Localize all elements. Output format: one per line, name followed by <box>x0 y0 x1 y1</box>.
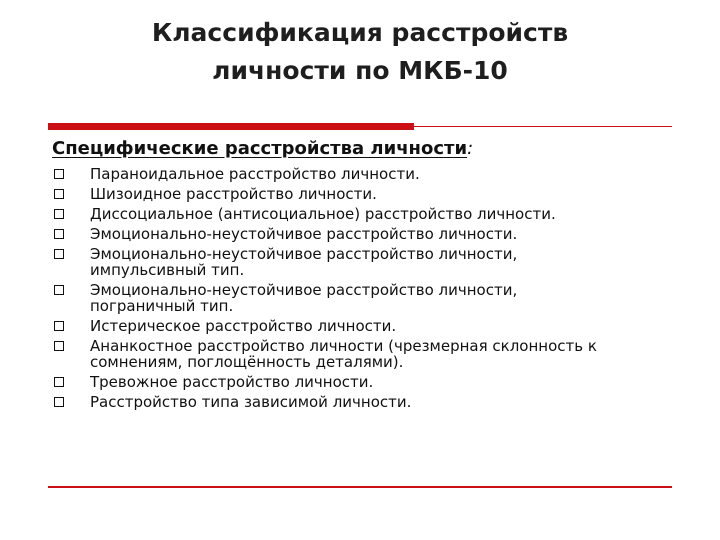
list-item <box>52 226 672 242</box>
list-item-text: Ананкостное расстройство личности (чрезмерная склонность к <box>90 337 597 355</box>
disorder-list <box>52 166 672 414</box>
list-item <box>52 282 672 314</box>
square-bullet-icon <box>54 229 64 239</box>
list-item-text: Эмоционально-неустойчивое расстройство личности, <box>90 281 518 299</box>
list-item-text: Диссоциальное (антисоциальное) расстройство личности. <box>90 205 556 223</box>
square-bullet-icon <box>54 285 64 295</box>
list-item-text: Шизоидное расстройство личности. <box>90 185 377 203</box>
list-item-text-continuation: пограничный тип. <box>90 297 234 315</box>
list-item <box>52 166 672 182</box>
list-item <box>52 186 672 202</box>
list-item-text: Истерическое расстройство личности. <box>90 317 397 335</box>
title-line-2: личности по МКБ-10 <box>212 56 508 85</box>
title-divider-thick <box>48 123 414 130</box>
list-item-text: Эмоционально-неустойчивое расстройство личности. <box>90 225 518 243</box>
list-item <box>52 374 672 390</box>
title-divider-thin <box>414 126 672 127</box>
square-bullet-icon <box>54 209 64 219</box>
list-item <box>52 338 672 370</box>
page-title <box>0 14 720 90</box>
square-bullet-icon <box>54 397 64 407</box>
list-item-text: Эмоционально-неустойчивое расстройство личности, <box>90 245 518 263</box>
square-bullet-icon <box>54 169 64 179</box>
list-item <box>52 246 672 278</box>
square-bullet-icon <box>54 341 64 351</box>
list-item-text: Расстройство типа зависимой личности. <box>90 393 412 411</box>
title-line-1: Классификация расстройств <box>151 18 569 47</box>
list-item <box>52 206 672 222</box>
list-item-text-continuation: сомнениям, поглощённость деталями). <box>90 353 404 371</box>
section-heading-text: Специфические расстройства личности <box>52 138 468 159</box>
list-item-text: Тревожное расстройство личности. <box>90 373 374 391</box>
square-bullet-icon <box>54 321 64 331</box>
square-bullet-icon <box>54 249 64 259</box>
square-bullet-icon <box>54 377 64 387</box>
list-item <box>52 318 672 334</box>
list-item-text-continuation: импульсивный тип. <box>90 261 245 279</box>
section-heading-colon: : <box>467 138 474 159</box>
footer-divider <box>48 486 672 488</box>
section-heading <box>52 138 473 159</box>
square-bullet-icon <box>54 189 64 199</box>
list-item-text: Параноидальное расстройство личности. <box>90 165 420 183</box>
list-item <box>52 394 672 410</box>
